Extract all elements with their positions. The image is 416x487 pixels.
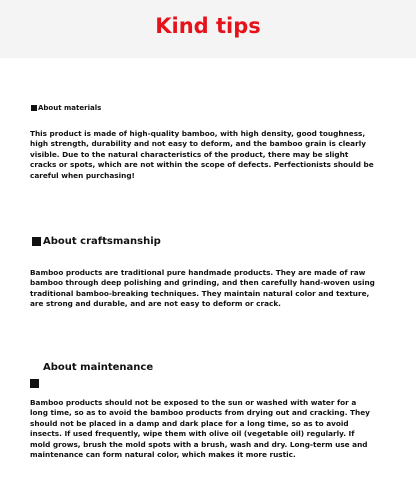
square-bullet-icon (31, 105, 37, 111)
section-heading-text: About craftsmanship (43, 236, 161, 247)
square-bullet-icon (32, 237, 41, 246)
square-bullet-icon (30, 379, 39, 388)
page-title: Kind tips (155, 14, 261, 38)
section-heading-craftsmanship (32, 236, 161, 247)
section-heading-materials (31, 104, 101, 112)
section-heading-maintenance: About maintenance (43, 362, 154, 373)
section-body-materials: This product is made of high-quality bamboo, with high density, good toughness, high strength, durability and not easy to deform, and the bamboo grain is clearly visible. Due to the natural characteristics of the product, there may be slight cracks or spots, which are not within the scope of defects. Perfectionists should be careful when purchasing! (30, 129, 374, 180)
section-body-maintenance: Bamboo products should not be exposed to the sun or washed with water for a long time, so as to avoid the bamboo products from drying out and cracking. They should not be placed in a damp and dark place for a long time, so as to avoid insects. If used frequently, wipe them with olive oil (vegetable oil) regularly. If mold grows, brush the mold spots with a brush, wash and dry. Long-term use and maintenance can form natural color, which makes it more rustic. (30, 398, 370, 460)
section-heading-text: About materials (38, 104, 102, 112)
section-body-craftsmanship: Bamboo products are traditional pure handmade products. They are made of raw bamboo through deep polishing and grinding, and then carefully hand-woven using traditional bamboo-breaking techniques. They maintain natural color and texture, are strong and durable, and are not easy to deform or crack. (30, 268, 375, 309)
